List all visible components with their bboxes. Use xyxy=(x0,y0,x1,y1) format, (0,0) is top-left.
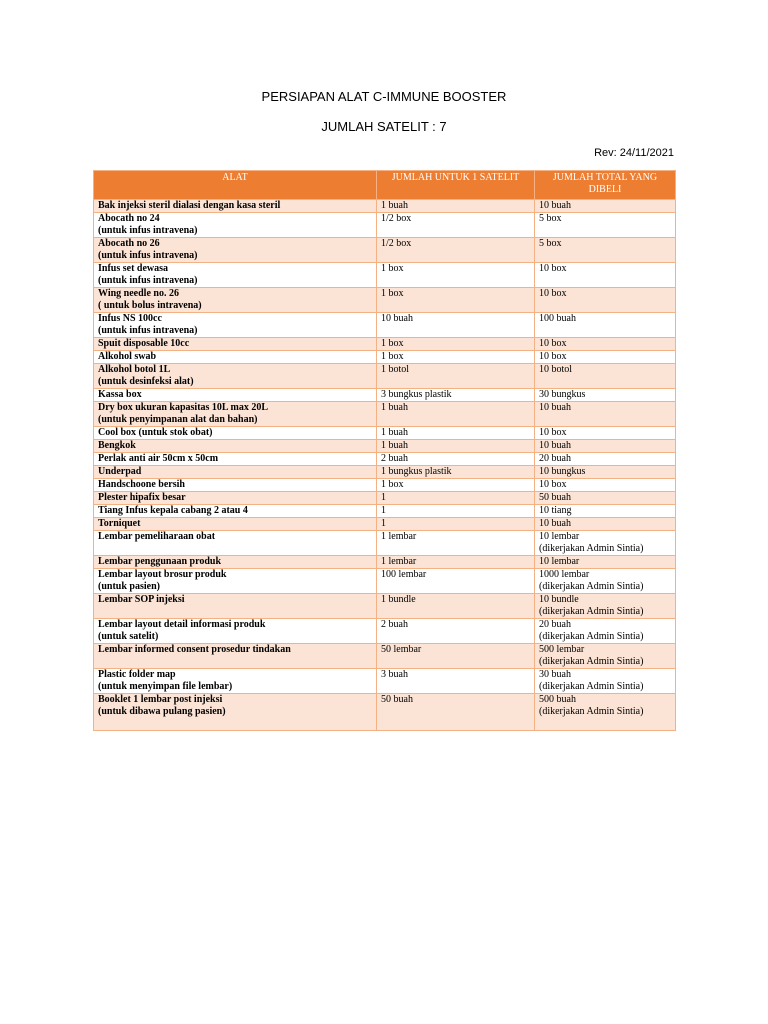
table-row xyxy=(94,466,676,479)
cell-jumlah-total xyxy=(535,440,676,453)
alat-note: (untuk infus intravena) xyxy=(98,275,198,286)
cell-jumlah-satelit: 1 botol xyxy=(377,364,535,389)
column-header-alat: ALAT xyxy=(94,171,377,200)
alat-name: Infus NS 100cc xyxy=(98,313,162,324)
table-row xyxy=(94,531,676,556)
total-note: (dikerjakan Admin Sintia) xyxy=(539,543,644,554)
total-note: (dikerjakan Admin Sintia) xyxy=(539,581,644,592)
table-header-row xyxy=(94,171,676,200)
cell-jumlah-satelit: 2 buah xyxy=(377,619,535,644)
table-row xyxy=(94,505,676,518)
alat-note: (untuk menyimpan file lembar) xyxy=(98,681,233,692)
alat-name: Bengkok xyxy=(98,440,136,451)
total-value: 5 box xyxy=(539,213,562,224)
cell-alat xyxy=(94,531,377,556)
cell-jumlah-satelit: 1 buah xyxy=(377,440,535,453)
cell-alat xyxy=(94,466,377,479)
cell-jumlah-satelit: 1 lembar xyxy=(377,556,535,569)
page-subtitle: JUMLAH SATELIT : 7 xyxy=(321,119,447,134)
table-row xyxy=(94,427,676,440)
table-row xyxy=(94,402,676,427)
total-value: 10 box xyxy=(539,263,567,274)
cell-alat xyxy=(94,364,377,389)
cell-jumlah-satelit: 1 buah xyxy=(377,200,535,213)
cell-alat xyxy=(94,644,377,669)
cell-jumlah-total xyxy=(535,288,676,313)
alat-name: Lembar pemeliharaan obat xyxy=(98,531,216,542)
alat-name: Handschoone bersih xyxy=(98,479,185,490)
total-value: 10 buah xyxy=(539,518,571,529)
table-row xyxy=(94,569,676,594)
table-row xyxy=(94,351,676,364)
total-value: 10 box xyxy=(539,427,567,438)
cell-jumlah-total xyxy=(535,213,676,238)
total-value: 10 lembar xyxy=(539,556,580,567)
total-value: 10 tiang xyxy=(539,505,572,516)
alat-name: Lembar layout detail informasi produk xyxy=(98,619,266,630)
table-row xyxy=(94,389,676,402)
cell-jumlah-satelit: 1 box xyxy=(377,263,535,288)
cell-jumlah-total xyxy=(535,694,676,731)
cell-alat xyxy=(94,313,377,338)
total-value: 30 buah xyxy=(539,669,571,680)
alat-name: Lembar informed consent prosedur tindakan xyxy=(98,644,291,655)
page-title: PERSIAPAN ALAT C-IMMUNE BOOSTER xyxy=(261,89,507,104)
cell-jumlah-total xyxy=(535,313,676,338)
cell-jumlah-satelit: 1 box xyxy=(377,338,535,351)
cell-jumlah-total xyxy=(535,402,676,427)
table-row xyxy=(94,492,676,505)
total-value: 5 box xyxy=(539,238,562,249)
total-value: 20 buah xyxy=(539,619,571,630)
cell-alat xyxy=(94,453,377,466)
total-value: 10 buah xyxy=(539,440,571,451)
cell-jumlah-satelit: 10 buah xyxy=(377,313,535,338)
cell-jumlah-total xyxy=(535,556,676,569)
alat-name: Alkohol botol 1L xyxy=(98,364,171,375)
cell-alat xyxy=(94,200,377,213)
total-value: 10 buah xyxy=(539,200,571,211)
cell-alat xyxy=(94,440,377,453)
cell-jumlah-satelit: 1 bundle xyxy=(377,594,535,619)
alat-name: Wing needle no. 26 xyxy=(98,288,179,299)
cell-jumlah-total xyxy=(535,200,676,213)
total-value: 10 buah xyxy=(539,402,571,413)
total-note: (dikerjakan Admin Sintia) xyxy=(539,631,644,642)
table-row xyxy=(94,238,676,263)
table-row xyxy=(94,213,676,238)
cell-alat xyxy=(94,338,377,351)
alat-name: Plester hipafix besar xyxy=(98,492,186,503)
cell-alat xyxy=(94,694,377,731)
alat-name: Alkohol swab xyxy=(98,351,157,362)
cell-alat xyxy=(94,213,377,238)
cell-jumlah-total xyxy=(535,338,676,351)
alat-name: Spuit disposable 10cc xyxy=(98,338,190,349)
cell-jumlah-total xyxy=(535,479,676,492)
cell-jumlah-total xyxy=(535,531,676,556)
total-value: 10 bungkus xyxy=(539,466,586,477)
cell-jumlah-total xyxy=(535,364,676,389)
cell-jumlah-total xyxy=(535,263,676,288)
alat-name: Abocath no 24 xyxy=(98,213,160,224)
cell-jumlah-satelit: 1 xyxy=(377,505,535,518)
cell-jumlah-total xyxy=(535,351,676,364)
alat-name: Perlak anti air 50cm x 50cm xyxy=(98,453,219,464)
table-row xyxy=(94,288,676,313)
revision-date: Rev: 24/11/2021 xyxy=(594,147,674,159)
cell-alat xyxy=(94,594,377,619)
alat-name: Torniquet xyxy=(98,518,141,529)
table-row xyxy=(94,694,676,731)
cell-jumlah-total xyxy=(535,669,676,694)
total-value: 100 buah xyxy=(539,313,576,324)
cell-jumlah-total xyxy=(535,644,676,669)
equipment-table xyxy=(93,170,676,731)
cell-alat xyxy=(94,288,377,313)
alat-note: (untuk penyimpanan alat dan bahan) xyxy=(98,414,258,425)
cell-jumlah-satelit: 1/2 box xyxy=(377,238,535,263)
cell-jumlah-total xyxy=(535,466,676,479)
cell-jumlah-satelit: 1 xyxy=(377,492,535,505)
table-body xyxy=(94,200,676,731)
alat-name: Dry box ukuran kapasitas 10L max 20L xyxy=(98,402,269,413)
alat-name: Tiang Infus kepala cabang 2 atau 4 xyxy=(98,505,248,516)
total-value: 30 bungkus xyxy=(539,389,586,400)
table-row xyxy=(94,479,676,492)
cell-jumlah-satelit: 100 lembar xyxy=(377,569,535,594)
total-value: 1000 lembar xyxy=(539,569,590,580)
total-note: (dikerjakan Admin Sintia) xyxy=(539,606,644,617)
cell-jumlah-total xyxy=(535,427,676,440)
alat-name: Lembar layout brosur produk xyxy=(98,569,227,580)
total-value: 10 box xyxy=(539,288,567,299)
cell-alat xyxy=(94,402,377,427)
alat-note: (untuk desinfeksi alat) xyxy=(98,376,194,387)
table-row xyxy=(94,200,676,213)
table-row xyxy=(94,338,676,351)
cell-alat xyxy=(94,389,377,402)
table-row xyxy=(94,263,676,288)
alat-note: (untuk infus intravena) xyxy=(98,250,198,261)
table-row xyxy=(94,440,676,453)
alat-name: Infus set dewasa xyxy=(98,263,169,274)
cell-jumlah-total xyxy=(535,492,676,505)
cell-alat xyxy=(94,505,377,518)
cell-alat xyxy=(94,492,377,505)
cell-jumlah-total xyxy=(535,238,676,263)
total-value: 500 lembar xyxy=(539,644,585,655)
table-row xyxy=(94,453,676,466)
total-note: (dikerjakan Admin Sintia) xyxy=(539,656,644,667)
cell-jumlah-total xyxy=(535,453,676,466)
cell-alat xyxy=(94,518,377,531)
cell-alat xyxy=(94,479,377,492)
alat-note: (untuk infus intravena) xyxy=(98,325,198,336)
cell-jumlah-satelit: 50 lembar xyxy=(377,644,535,669)
cell-alat xyxy=(94,238,377,263)
total-value: 10 botol xyxy=(539,364,573,375)
alat-name: Lembar penggunaan produk xyxy=(98,556,222,567)
alat-name: Cool box (untuk stok obat) xyxy=(98,427,213,438)
cell-jumlah-satelit: 1 box xyxy=(377,288,535,313)
cell-alat xyxy=(94,669,377,694)
alat-name: Kassa box xyxy=(98,389,142,400)
total-value: 20 buah xyxy=(539,453,571,464)
cell-jumlah-satelit: 1 bungkus plastik xyxy=(377,466,535,479)
cell-jumlah-total xyxy=(535,569,676,594)
alat-note: ( untuk bolus intravena) xyxy=(98,300,202,311)
alat-name: Underpad xyxy=(98,466,142,477)
total-value: 10 box xyxy=(539,351,567,362)
alat-name: Bak injeksi steril dialasi dengan kasa steril xyxy=(98,200,281,211)
column-header-jumlah-total: JUMLAH TOTAL YANG DIBELI xyxy=(535,171,676,200)
table-row xyxy=(94,594,676,619)
cell-jumlah-satelit: 1 lembar xyxy=(377,531,535,556)
total-value: 10 bundle xyxy=(539,594,579,605)
total-value: 10 box xyxy=(539,479,567,490)
table-row xyxy=(94,556,676,569)
cell-alat xyxy=(94,263,377,288)
table-row xyxy=(94,518,676,531)
total-note: (dikerjakan Admin Sintia) xyxy=(539,681,644,692)
cell-jumlah-satelit: 1 box xyxy=(377,351,535,364)
total-value: 50 buah xyxy=(539,492,571,503)
total-value: 500 buah xyxy=(539,694,576,705)
alat-note: (untuk satelit) xyxy=(98,631,159,642)
cell-jumlah-satelit: 1 buah xyxy=(377,402,535,427)
cell-jumlah-satelit: 1 buah xyxy=(377,427,535,440)
cell-jumlah-satelit: 2 buah xyxy=(377,453,535,466)
alat-note: (untuk infus intravena) xyxy=(98,225,198,236)
cell-jumlah-satelit: 1 xyxy=(377,518,535,531)
cell-jumlah-total xyxy=(535,389,676,402)
cell-jumlah-satelit: 3 buah xyxy=(377,669,535,694)
cell-alat xyxy=(94,569,377,594)
cell-jumlah-satelit: 1/2 box xyxy=(377,213,535,238)
total-note: (dikerjakan Admin Sintia) xyxy=(539,706,644,717)
alat-name: Booklet 1 lembar post injeksi xyxy=(98,694,223,705)
table-row xyxy=(94,619,676,644)
alat-note: (untuk dibawa pulang pasien) xyxy=(98,706,226,717)
alat-name: Plastic folder map xyxy=(98,669,176,680)
table-row xyxy=(94,313,676,338)
cell-jumlah-satelit: 3 bungkus plastik xyxy=(377,389,535,402)
total-value: 10 box xyxy=(539,338,567,349)
alat-name: Abocath no 26 xyxy=(98,238,160,249)
cell-jumlah-total xyxy=(535,505,676,518)
cell-jumlah-satelit: 50 buah xyxy=(377,694,535,731)
total-value: 10 lembar xyxy=(539,531,580,542)
table-row xyxy=(94,644,676,669)
cell-alat xyxy=(94,351,377,364)
cell-jumlah-total xyxy=(535,518,676,531)
cell-alat xyxy=(94,556,377,569)
cell-alat xyxy=(94,619,377,644)
alat-name: Lembar SOP injeksi xyxy=(98,594,185,605)
cell-alat xyxy=(94,427,377,440)
table-row xyxy=(94,669,676,694)
cell-jumlah-total xyxy=(535,594,676,619)
alat-note: (untuk pasien) xyxy=(98,581,160,592)
column-header-jumlah-satelit: JUMLAH UNTUK 1 SATELIT xyxy=(377,171,535,200)
cell-jumlah-total xyxy=(535,619,676,644)
table-row xyxy=(94,364,676,389)
cell-jumlah-satelit: 1 box xyxy=(377,479,535,492)
